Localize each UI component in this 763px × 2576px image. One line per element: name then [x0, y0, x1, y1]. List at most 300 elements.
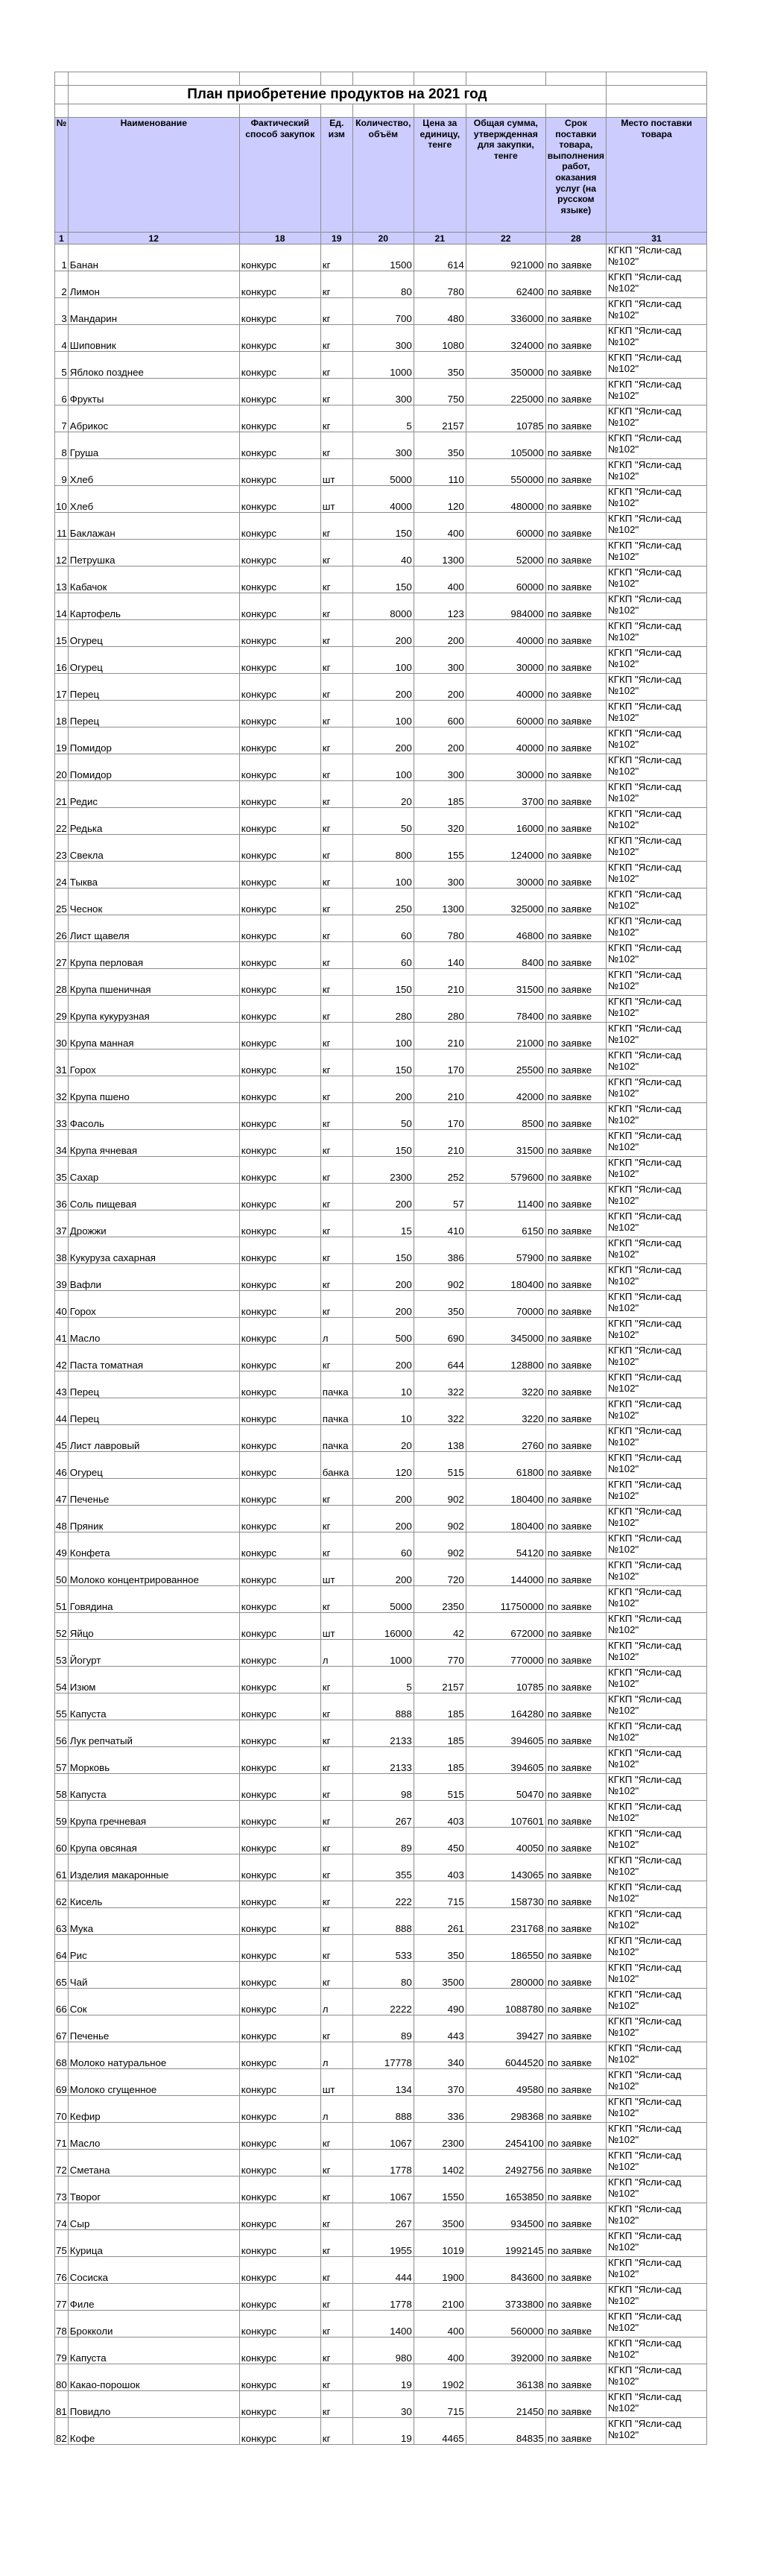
cell-name[interactable]: Кисель [68, 1881, 239, 1908]
cell-name[interactable]: Яйцо [68, 1613, 239, 1640]
cell-price[interactable]: 300 [414, 754, 466, 781]
cell-method[interactable]: конкурс [239, 379, 320, 405]
cell-place[interactable]: КГКП "Ясли-сад №102" [607, 1962, 707, 1989]
cell-qty[interactable]: 200 [352, 1291, 414, 1318]
cell-place[interactable]: КГКП "Ясли-сад №102" [607, 647, 707, 674]
cell-term[interactable]: по заявке [545, 1828, 606, 1854]
cell-name[interactable]: Помидор [68, 754, 239, 781]
cell-place[interactable]: КГКП "Ясли-сад №102" [607, 1210, 707, 1237]
cell-name[interactable]: Лимон [68, 271, 239, 298]
cell-place[interactable]: КГКП "Ясли-сад №102" [607, 1479, 707, 1506]
cell-name[interactable]: Мука [68, 1908, 239, 1935]
cell-place[interactable]: КГКП "Ясли-сад №102" [607, 1345, 707, 1371]
cell-num[interactable]: 43 [55, 1371, 69, 1398]
cell-place[interactable]: КГКП "Ясли-сад №102" [607, 540, 707, 566]
cell-qty[interactable]: 98 [352, 1774, 414, 1801]
cell-price[interactable]: 170 [414, 1049, 466, 1076]
cell-place[interactable]: КГКП "Ясли-сад №102" [607, 808, 707, 835]
cell-price[interactable]: 300 [414, 862, 466, 888]
cell-price[interactable]: 322 [414, 1371, 466, 1398]
cell-method[interactable]: конкурс [239, 1828, 320, 1854]
cell-method[interactable]: конкурс [239, 2069, 320, 2096]
cell-term[interactable]: по заявке [545, 352, 606, 379]
cell-term[interactable]: по заявке [545, 1049, 606, 1076]
cell-price[interactable]: 210 [414, 969, 466, 996]
cell-method[interactable]: конкурс [239, 2284, 320, 2311]
cell-place[interactable]: КГКП "Ясли-сад №102" [607, 1264, 707, 1291]
cell-price[interactable]: 210 [414, 1076, 466, 1103]
cell-place[interactable]: КГКП "Ясли-сад №102" [607, 1130, 707, 1157]
cell-qty[interactable]: 1400 [352, 2311, 414, 2337]
cell-method[interactable]: конкурс [239, 1264, 320, 1291]
cell-unit[interactable]: кг [320, 647, 352, 674]
cell-sum[interactable]: 324000 [466, 325, 545, 352]
cell-sum[interactable]: 42000 [466, 1076, 545, 1103]
cell-price[interactable]: 350 [414, 1291, 466, 1318]
cell-term[interactable]: по заявке [545, 915, 606, 942]
cell-method[interactable]: конкурс [239, 1103, 320, 1130]
cell-num[interactable]: 33 [55, 1103, 69, 1130]
cell-name[interactable]: Сосиска [68, 2257, 239, 2284]
cell-qty[interactable]: 30 [352, 2391, 414, 2418]
cell-place[interactable]: КГКП "Ясли-сад №102" [607, 1103, 707, 1130]
cell-place[interactable]: КГКП "Ясли-сад №102" [607, 459, 707, 486]
cell-qty[interactable]: 100 [352, 862, 414, 888]
cell-term[interactable]: по заявке [545, 1613, 606, 1640]
cell-name[interactable]: Тыква [68, 862, 239, 888]
cell-sum[interactable]: 124000 [466, 835, 545, 862]
cell-price[interactable]: 170 [414, 1103, 466, 1130]
cell-price[interactable]: 690 [414, 1318, 466, 1345]
cell-price[interactable]: 2157 [414, 405, 466, 432]
cell-name[interactable]: Масло [68, 2123, 239, 2150]
cell-name[interactable]: Огурец [68, 1452, 239, 1479]
cell-place[interactable]: КГКП "Ясли-сад №102" [607, 996, 707, 1023]
cell-term[interactable]: по заявке [545, 1693, 606, 1720]
cell-term[interactable]: по заявке [545, 1318, 606, 1345]
cell-unit[interactable]: кг [320, 2123, 352, 2150]
cell-unit[interactable]: кг [320, 1237, 352, 1264]
cell-place[interactable]: КГКП "Ясли-сад №102" [607, 2069, 707, 2096]
cell-qty[interactable]: 1955 [352, 2230, 414, 2257]
cell-qty[interactable]: 1000 [352, 352, 414, 379]
cell-num[interactable]: 13 [55, 566, 69, 593]
cell-place[interactable]: КГКП "Ясли-сад №102" [607, 566, 707, 593]
header-term[interactable]: Срок поставки товара, выполнения работ, оказания услуг (на русском языке) [545, 118, 606, 233]
cell-price[interactable]: 185 [414, 781, 466, 808]
cell-unit[interactable]: шт [320, 1559, 352, 1586]
cell-num[interactable]: 57 [55, 1747, 69, 1774]
cell-sum[interactable]: 60000 [466, 566, 545, 593]
cell-unit[interactable]: кг [320, 1130, 352, 1157]
cell-num[interactable]: 14 [55, 593, 69, 620]
cell-price[interactable]: 138 [414, 1425, 466, 1452]
cell-price[interactable]: 123 [414, 593, 466, 620]
cell-price[interactable]: 57 [414, 1184, 466, 1210]
cell-num[interactable]: 31 [55, 1049, 69, 1076]
col-number[interactable]: 21 [414, 233, 466, 244]
cell-method[interactable]: конкурс [239, 915, 320, 942]
cell-sum[interactable]: 105000 [466, 432, 545, 459]
cell-qty[interactable]: 2133 [352, 1747, 414, 1774]
cell-method[interactable]: конкурс [239, 2123, 320, 2150]
col-number[interactable]: 19 [320, 233, 352, 244]
cell-qty[interactable]: 16000 [352, 1613, 414, 1640]
cell-unit[interactable]: кг [320, 352, 352, 379]
cell-num[interactable]: 21 [55, 781, 69, 808]
col-number[interactable]: 20 [352, 233, 414, 244]
cell-price[interactable]: 200 [414, 674, 466, 701]
cell-place[interactable]: КГКП "Ясли-сад №102" [607, 862, 707, 888]
cell-term[interactable]: по заявке [545, 1264, 606, 1291]
cell-method[interactable]: конкурс [239, 2150, 320, 2176]
cell-price[interactable]: 322 [414, 1398, 466, 1425]
cell-num[interactable]: 61 [55, 1854, 69, 1881]
cell-place[interactable]: КГКП "Ясли-сад №102" [607, 379, 707, 405]
cell-name[interactable]: Сахар [68, 1157, 239, 1184]
cell-qty[interactable]: 150 [352, 969, 414, 996]
cell-sum[interactable]: 984000 [466, 593, 545, 620]
cell-sum[interactable]: 1992145 [466, 2230, 545, 2257]
cell-num[interactable]: 65 [55, 1962, 69, 1989]
cell-price[interactable]: 400 [414, 2311, 466, 2337]
cell-unit[interactable]: кг [320, 1345, 352, 1371]
cell-method[interactable]: конкурс [239, 996, 320, 1023]
cell-unit[interactable]: кг [320, 271, 352, 298]
header-price[interactable]: Цена за единицу, тенге [414, 118, 466, 233]
cell-method[interactable]: конкурс [239, 2311, 320, 2337]
cell-term[interactable]: по заявке [545, 2257, 606, 2284]
cell-name[interactable]: Паста томатная [68, 1345, 239, 1371]
cell-method[interactable]: конкурс [239, 1801, 320, 1828]
cell-qty[interactable]: 222 [352, 1881, 414, 1908]
cell-sum[interactable]: 180400 [466, 1264, 545, 1291]
cell-term[interactable]: по заявке [545, 1720, 606, 1747]
cell-num[interactable]: 32 [55, 1076, 69, 1103]
cell-name[interactable]: Масло [68, 1318, 239, 1345]
cell-place[interactable]: КГКП "Ясли-сад №102" [607, 2123, 707, 2150]
cell-place[interactable]: КГКП "Ясли-сад №102" [607, 1613, 707, 1640]
cell-num[interactable]: 58 [55, 1774, 69, 1801]
cell-price[interactable]: 2100 [414, 2284, 466, 2311]
cell-name[interactable]: Крупа ячневая [68, 1130, 239, 1157]
cell-price[interactable]: 1550 [414, 2176, 466, 2203]
cell-qty[interactable]: 700 [352, 298, 414, 325]
cell-num[interactable]: 34 [55, 1130, 69, 1157]
cell-sum[interactable]: 6150 [466, 1210, 545, 1237]
cell-term[interactable]: по заявке [545, 969, 606, 996]
cell-place[interactable]: КГКП "Ясли-сад №102" [607, 2096, 707, 2123]
cell-num[interactable]: 29 [55, 996, 69, 1023]
cell-unit[interactable]: кг [320, 1720, 352, 1747]
cell-unit[interactable]: кг [320, 1506, 352, 1532]
cell-name[interactable]: Огурец [68, 647, 239, 674]
cell-place[interactable]: КГКП "Ясли-сад №102" [607, 915, 707, 942]
cell-term[interactable]: по заявке [545, 1667, 606, 1693]
cell-place[interactable]: КГКП "Ясли-сад №102" [607, 1667, 707, 1693]
cell-price[interactable]: 902 [414, 1479, 466, 1506]
cell-sum[interactable]: 3220 [466, 1371, 545, 1398]
cell-unit[interactable]: кг [320, 1103, 352, 1130]
cell-num[interactable]: 51 [55, 1586, 69, 1613]
cell-qty[interactable]: 888 [352, 2096, 414, 2123]
cell-place[interactable]: КГКП "Ясли-сад №102" [607, 888, 707, 915]
cell-name[interactable]: Груша [68, 432, 239, 459]
cell-price[interactable]: 200 [414, 727, 466, 754]
cell-num[interactable]: 9 [55, 459, 69, 486]
cell-method[interactable]: конкурс [239, 2364, 320, 2391]
cell-unit[interactable]: кг [320, 1962, 352, 1989]
cell-method[interactable]: конкурс [239, 271, 320, 298]
cell-unit[interactable]: кг [320, 915, 352, 942]
cell-price[interactable]: 715 [414, 2391, 466, 2418]
cell-sum[interactable]: 158730 [466, 1881, 545, 1908]
cell-place[interactable]: КГКП "Ясли-сад №102" [607, 1828, 707, 1854]
cell-num[interactable]: 27 [55, 942, 69, 969]
cell-qty[interactable]: 1067 [352, 2176, 414, 2203]
cell-num[interactable]: 78 [55, 2311, 69, 2337]
cell-unit[interactable]: кг [320, 1291, 352, 1318]
cell-price[interactable]: 300 [414, 647, 466, 674]
cell-qty[interactable]: 1000 [352, 1640, 414, 1667]
cell-term[interactable]: по заявке [545, 1774, 606, 1801]
cell-place[interactable]: КГКП "Ясли-сад №102" [607, 1801, 707, 1828]
cell-place[interactable]: КГКП "Ясли-сад №102" [607, 593, 707, 620]
cell-unit[interactable]: кг [320, 2257, 352, 2284]
cell-price[interactable]: 480 [414, 298, 466, 325]
cell-sum[interactable]: 164280 [466, 1693, 545, 1720]
cell-name[interactable]: Курица [68, 2230, 239, 2257]
cell-num[interactable]: 77 [55, 2284, 69, 2311]
cell-term[interactable]: по заявке [545, 2337, 606, 2364]
cell-method[interactable]: конкурс [239, 1479, 320, 1506]
cell-price[interactable]: 185 [414, 1747, 466, 1774]
cell-num[interactable]: 73 [55, 2176, 69, 2203]
cell-sum[interactable]: 84835 [466, 2418, 545, 2445]
cell-unit[interactable]: кг [320, 781, 352, 808]
cell-method[interactable]: конкурс [239, 1398, 320, 1425]
cell-qty[interactable]: 500 [352, 1318, 414, 1345]
cell-unit[interactable]: кг [320, 2203, 352, 2230]
cell-method[interactable]: конкурс [239, 1989, 320, 2015]
cell-name[interactable]: Печенье [68, 1479, 239, 1506]
cell-sum[interactable]: 3733800 [466, 2284, 545, 2311]
cell-unit[interactable]: кг [320, 1076, 352, 1103]
cell-term[interactable]: по заявке [545, 1854, 606, 1881]
cell-num[interactable]: 15 [55, 620, 69, 647]
cell-price[interactable]: 386 [414, 1237, 466, 1264]
cell-num[interactable]: 22 [55, 808, 69, 835]
cell-place[interactable]: КГКП "Ясли-сад №102" [607, 1586, 707, 1613]
cell-price[interactable]: 400 [414, 2337, 466, 2364]
cell-qty[interactable]: 150 [352, 513, 414, 540]
cell-term[interactable]: по заявке [545, 1291, 606, 1318]
cell-term[interactable]: по заявке [545, 862, 606, 888]
cell-unit[interactable]: пачка [320, 1425, 352, 1452]
cell-place[interactable]: КГКП "Ясли-сад №102" [607, 1774, 707, 1801]
cell-price[interactable]: 280 [414, 996, 466, 1023]
cell-num[interactable]: 69 [55, 2069, 69, 2096]
cell-unit[interactable]: кг [320, 727, 352, 754]
cell-num[interactable]: 12 [55, 540, 69, 566]
cell-num[interactable]: 6 [55, 379, 69, 405]
header-num[interactable]: № [55, 118, 69, 233]
col-number[interactable]: 12 [68, 233, 239, 244]
cell-place[interactable]: КГКП "Ясли-сад №102" [607, 271, 707, 298]
cell-place[interactable]: КГКП "Ясли-сад №102" [607, 432, 707, 459]
header-place[interactable]: Место поставки товара [607, 118, 707, 233]
cell-unit[interactable]: шт [320, 1613, 352, 1640]
cell-qty[interactable]: 200 [352, 674, 414, 701]
cell-sum[interactable]: 180400 [466, 1479, 545, 1506]
cell-name[interactable]: Мандарин [68, 298, 239, 325]
cell-qty[interactable]: 980 [352, 2337, 414, 2364]
cell-term[interactable]: по заявке [545, 486, 606, 513]
cell-term[interactable]: по заявке [545, 271, 606, 298]
cell-term[interactable]: по заявке [545, 1881, 606, 1908]
cell-price[interactable]: 210 [414, 1023, 466, 1049]
cell-num[interactable]: 70 [55, 2096, 69, 2123]
header-sum[interactable]: Общая сумма, утвержденная для закупки, тенге [466, 118, 545, 233]
cell-num[interactable]: 68 [55, 2042, 69, 2069]
cell-term[interactable]: по заявке [545, 647, 606, 674]
cell-name[interactable]: Крупа овсяная [68, 1828, 239, 1854]
cell-unit[interactable]: кг [320, 701, 352, 727]
cell-num[interactable]: 16 [55, 647, 69, 674]
cell-term[interactable]: по заявке [545, 942, 606, 969]
header-name[interactable]: Наименование [68, 118, 239, 233]
cell-place[interactable]: КГКП "Ясли-сад №102" [607, 2311, 707, 2337]
cell-term[interactable]: по заявке [545, 808, 606, 835]
cell-qty[interactable]: 8000 [352, 593, 414, 620]
cell-price[interactable]: 1080 [414, 325, 466, 352]
cell-price[interactable]: 780 [414, 915, 466, 942]
cell-price[interactable]: 140 [414, 942, 466, 969]
cell-price[interactable]: 1300 [414, 888, 466, 915]
cell-num[interactable]: 66 [55, 1989, 69, 2015]
cell-method[interactable]: конкурс [239, 2418, 320, 2445]
cell-term[interactable]: по заявке [545, 727, 606, 754]
cell-unit[interactable]: кг [320, 1693, 352, 1720]
cell-term[interactable]: по заявке [545, 2284, 606, 2311]
cell-unit[interactable]: кг [320, 620, 352, 647]
cell-qty[interactable]: 60 [352, 915, 414, 942]
cell-qty[interactable]: 250 [352, 888, 414, 915]
cell-num[interactable]: 80 [55, 2364, 69, 2391]
cell-unit[interactable]: кг [320, 2284, 352, 2311]
cell-method[interactable]: конкурс [239, 352, 320, 379]
cell-price[interactable]: 490 [414, 1989, 466, 2015]
cell-sum[interactable]: 325000 [466, 888, 545, 915]
cell-price[interactable]: 110 [414, 459, 466, 486]
cell-term[interactable]: по заявке [545, 1452, 606, 1479]
cell-sum[interactable]: 8400 [466, 942, 545, 969]
cell-qty[interactable]: 80 [352, 1962, 414, 1989]
cell-term[interactable]: по заявке [545, 781, 606, 808]
cell-unit[interactable]: кг [320, 566, 352, 593]
cell-term[interactable]: по заявке [545, 2123, 606, 2150]
cell-price[interactable]: 252 [414, 1157, 466, 1184]
cell-qty[interactable]: 200 [352, 1076, 414, 1103]
cell-qty[interactable]: 800 [352, 835, 414, 862]
cell-name[interactable]: Молоко сгущенное [68, 2069, 239, 2096]
cell-name[interactable]: Свекла [68, 835, 239, 862]
cell-price[interactable]: 2300 [414, 2123, 466, 2150]
cell-qty[interactable]: 1067 [352, 2123, 414, 2150]
cell-sum[interactable]: 231768 [466, 1908, 545, 1935]
cell-term[interactable]: по заявке [545, 1747, 606, 1774]
cell-sum[interactable]: 2454100 [466, 2123, 545, 2150]
cell-place[interactable]: КГКП "Ясли-сад №102" [607, 781, 707, 808]
cell-method[interactable]: конкурс [239, 298, 320, 325]
cell-price[interactable]: 902 [414, 1506, 466, 1532]
cell-unit[interactable]: кг [320, 244, 352, 271]
cell-term[interactable]: по заявке [545, 1989, 606, 2015]
cell-place[interactable]: КГКП "Ясли-сад №102" [607, 1854, 707, 1881]
cell-price[interactable]: 902 [414, 1532, 466, 1559]
cell-unit[interactable]: пачка [320, 1371, 352, 1398]
cell-num[interactable]: 56 [55, 1720, 69, 1747]
cell-unit[interactable]: кг [320, 969, 352, 996]
cell-method[interactable]: конкурс [239, 1237, 320, 1264]
cell-method[interactable]: конкурс [239, 459, 320, 486]
cell-name[interactable]: Соль пищевая [68, 1184, 239, 1210]
cell-unit[interactable]: кг [320, 540, 352, 566]
cell-sum[interactable]: 57900 [466, 1237, 545, 1264]
cell-name[interactable]: Молоко концентрированное [68, 1559, 239, 1586]
cell-qty[interactable]: 200 [352, 1506, 414, 1532]
cell-price[interactable]: 515 [414, 1774, 466, 1801]
cell-method[interactable]: конкурс [239, 942, 320, 969]
cell-sum[interactable]: 50470 [466, 1774, 545, 1801]
cell-method[interactable]: конкурс [239, 2042, 320, 2069]
cell-sum[interactable]: 392000 [466, 2337, 545, 2364]
cell-num[interactable]: 82 [55, 2418, 69, 2445]
cell-name[interactable]: Брокколи [68, 2311, 239, 2337]
cell-unit[interactable]: кг [320, 2391, 352, 2418]
cell-place[interactable]: КГКП "Ясли-сад №102" [607, 835, 707, 862]
cell-place[interactable]: КГКП "Ясли-сад №102" [607, 701, 707, 727]
cell-term[interactable]: по заявке [545, 325, 606, 352]
cell-place[interactable]: КГКП "Ясли-сад №102" [607, 942, 707, 969]
cell-place[interactable]: КГКП "Ясли-сад №102" [607, 1506, 707, 1532]
cell-term[interactable]: по заявке [545, 1371, 606, 1398]
cell-price[interactable]: 185 [414, 1720, 466, 1747]
cell-qty[interactable]: 150 [352, 566, 414, 593]
cell-price[interactable]: 200 [414, 620, 466, 647]
cell-unit[interactable]: кг [320, 1479, 352, 1506]
cell-qty[interactable]: 50 [352, 1103, 414, 1130]
cell-place[interactable]: КГКП "Ясли-сад №102" [607, 2364, 707, 2391]
cell-unit[interactable]: шт [320, 459, 352, 486]
cell-unit[interactable]: кг [320, 1184, 352, 1210]
cell-qty[interactable]: 100 [352, 701, 414, 727]
cell-method[interactable]: конкурс [239, 1318, 320, 1345]
cell-qty[interactable]: 120 [352, 1452, 414, 1479]
cell-sum[interactable]: 2492756 [466, 2150, 545, 2176]
cell-term[interactable]: по заявке [545, 1425, 606, 1452]
cell-sum[interactable]: 2760 [466, 1425, 545, 1452]
cell-method[interactable]: конкурс [239, 1130, 320, 1157]
cell-num[interactable]: 59 [55, 1801, 69, 1828]
cell-method[interactable]: конкурс [239, 1962, 320, 1989]
cell-method[interactable]: конкурс [239, 405, 320, 432]
cell-sum[interactable]: 143065 [466, 1854, 545, 1881]
cell-term[interactable]: по заявке [545, 754, 606, 781]
cell-place[interactable]: КГКП "Ясли-сад №102" [607, 1184, 707, 1210]
cell-term[interactable]: по заявке [545, 1398, 606, 1425]
cell-method[interactable]: конкурс [239, 754, 320, 781]
